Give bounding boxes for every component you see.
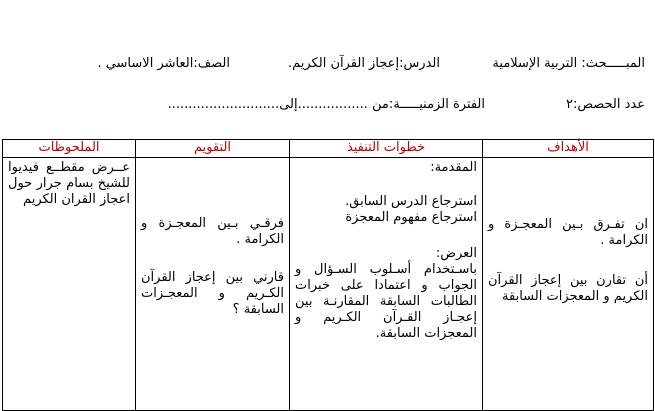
steps-cell	[290, 158, 483, 411]
header-objectives: الأهداف	[483, 140, 654, 158]
intro-item-1: استرجاع الدرس السابق.	[345, 194, 477, 209]
header-line-2	[0, 97, 655, 117]
objectives-cell	[483, 158, 654, 411]
evaluation-1: فرقـي بـين المعجـزة و الكرامة .	[141, 216, 284, 247]
table-row	[3, 158, 654, 411]
header-line-1	[0, 56, 655, 76]
periods-value: ٢	[565, 97, 573, 112]
header-evaluation: التقويم	[136, 140, 290, 158]
body-title: العرض:	[435, 246, 477, 261]
lesson-plan-table	[2, 139, 654, 411]
body-text: باسـتخدام أسـلوب السـؤال و الجواب و اعتمادا على خبرات الطالبات السابقة المقارنـة بين إعجـاز القـرآن الكـريم و المعجزات السابقة.	[295, 262, 477, 341]
subject-label: المبـــــحث:	[581, 56, 645, 71]
intro-item-2: استرجاع مفهوم المعجزة	[345, 210, 477, 225]
periods-label: عدد الحصص:	[572, 97, 645, 112]
table-header-row	[3, 140, 654, 158]
notes-cell	[3, 158, 136, 411]
header-notes: الملحوظات	[3, 140, 136, 158]
lesson-field	[288, 56, 440, 71]
objective-1: ان تفـرق بـين المعجـزة و الكرامة .	[488, 217, 648, 248]
header-steps: خطوات التنفيذ	[290, 140, 483, 158]
class-value: العاشر الاساسي .	[97, 56, 194, 71]
timeframe-field	[168, 97, 485, 112]
intro-title: المقدمة:	[430, 160, 477, 175]
timeframe-label: الفترة الزمنيـــــة:	[388, 97, 485, 112]
subject-field	[492, 56, 645, 71]
class-label: الصف:	[193, 56, 230, 71]
periods-field	[566, 97, 645, 112]
subject-value: التربية الإسلامية	[492, 56, 578, 71]
lesson-value: إعجاز القرآن الكريم.	[287, 56, 400, 71]
objective-2: أن تقارن بين إعجاز القرآن الكريم و المعجزات السابقة	[488, 273, 648, 304]
evaluation-cell	[136, 158, 290, 411]
timeframe-value: من .................إلى...........................	[167, 97, 389, 112]
lesson-label: الدرس:	[399, 56, 440, 71]
evaluation-2: قارني بين إعجاز القرآن الكـريم و المعجـزات السابقة ؟	[141, 270, 284, 317]
notes-text: عــرض مقطــع فيديوا للشيخ بسام جرار حول اعجاز القران الكريم	[8, 160, 130, 207]
class-field	[97, 56, 230, 71]
